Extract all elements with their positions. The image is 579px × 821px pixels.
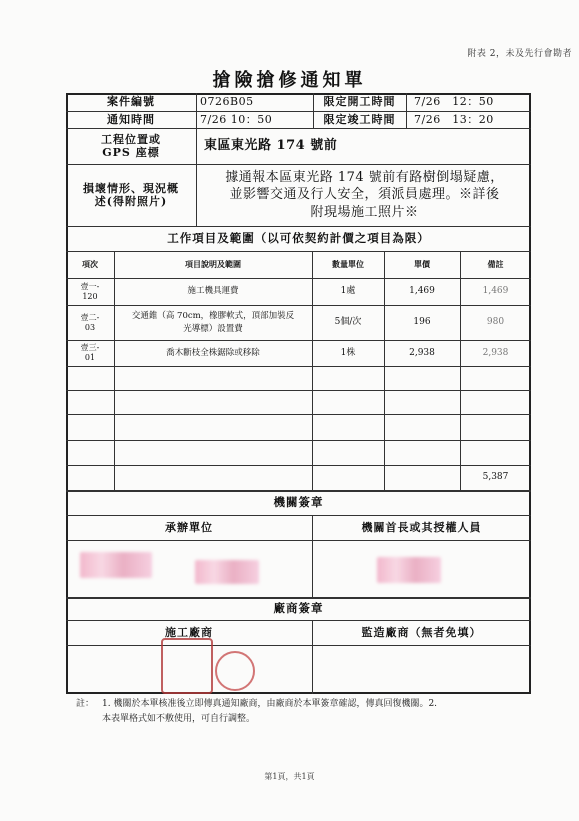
damage-label: 損壞情形、現況概 述(得附照片) bbox=[83, 181, 179, 208]
col-header-item-no: 項次 bbox=[82, 258, 98, 269]
rule bbox=[66, 540, 531, 541]
footnote-line-1: 1. 機關於本單核准後立即傳真通知廠商，由廠商於本單簽章確認，傳真回復機關。2. bbox=[102, 699, 438, 709]
document-title: 搶險搶修通知單 bbox=[212, 70, 367, 91]
location-value: 東區東光路 174 號前 bbox=[204, 138, 338, 154]
row2-description: 交通錐（高 70cm，橡膠軟式，頂部加裝反 光導標）設置費 bbox=[131, 310, 295, 334]
notice-time-value: 7/26 10：50 bbox=[200, 112, 273, 126]
case-no-value: 0726B05 bbox=[200, 95, 254, 109]
case-no-label: 案件編號 bbox=[107, 95, 155, 109]
row1-quantity: 1處 bbox=[340, 286, 356, 297]
total-amount: 5,387 bbox=[482, 472, 509, 483]
col-header-unit-price: 單價 bbox=[414, 258, 430, 269]
row1-item-no: 壹一- 120 bbox=[80, 281, 100, 301]
construction-vendor-label: 施工廠商 bbox=[165, 625, 213, 639]
location-label: 工程位置或 GPS 座標 bbox=[101, 132, 161, 159]
row2-quantity: 5個/次 bbox=[334, 317, 362, 328]
col-header-remarks: 備註 bbox=[487, 258, 504, 269]
start-time-label: 限定開工時間 bbox=[323, 95, 396, 109]
agency-sign-title: 機關簽章 bbox=[273, 494, 324, 509]
footnote-line-2: 本表單格式如不敷使用，可自行調整。 bbox=[102, 714, 256, 724]
col-header-quantity: 數量單位 bbox=[332, 258, 364, 269]
damage-description: 據通報本區東光路 174 號前有路樹倒塌疑慮， 並影響交通及行人安全，須派員處理。※詳後 附現場施工照片※ bbox=[225, 169, 504, 220]
row3-quantity: 1株 bbox=[340, 347, 356, 358]
agency-undertaking-unit-label: 承辦單位 bbox=[165, 520, 213, 534]
row3-description: 喬木斷枝全株鋸除或移除 bbox=[166, 347, 260, 358]
appendix-note: 附表 2，未及先行會勘者 bbox=[467, 49, 572, 59]
supervision-vendor-label: 監造廠商（無者免填） bbox=[361, 625, 482, 639]
notice-time-label: 通知時間 bbox=[107, 112, 155, 126]
agency-head-label: 機關首長或其授權人員 bbox=[361, 520, 482, 534]
rule bbox=[406, 93, 407, 128]
row2-remarks: 980 bbox=[486, 317, 505, 328]
rule bbox=[66, 440, 531, 441]
row3-unit-price: 2,938 bbox=[409, 347, 435, 358]
rule bbox=[66, 390, 531, 391]
col-header-description: 項目說明及範圍 bbox=[185, 258, 241, 269]
page-number: 第1頁，共1頁 bbox=[264, 772, 315, 781]
company-seal bbox=[161, 638, 213, 694]
row1-unit-price: 1,469 bbox=[409, 286, 435, 297]
rule bbox=[66, 414, 531, 415]
work-section-title: 工作項目及範圍（以可依契約計價之項目為限） bbox=[167, 230, 430, 245]
redacted-signature bbox=[195, 560, 259, 584]
finish-time-value: 7/26 13：20 bbox=[414, 112, 494, 126]
row2-unit-price: 196 bbox=[413, 317, 431, 328]
rule bbox=[196, 93, 197, 226]
rule bbox=[66, 645, 531, 646]
row1-description: 施工機具運費 bbox=[187, 286, 239, 297]
footnote bbox=[76, 697, 546, 727]
redacted-signature bbox=[377, 557, 441, 583]
redacted-signature bbox=[80, 552, 152, 578]
footnote-prefix: 註： bbox=[76, 699, 95, 709]
row2-item-no: 壹二- 03 bbox=[80, 312, 100, 332]
rule bbox=[66, 366, 531, 367]
row3-remarks: 2,938 bbox=[482, 347, 509, 358]
start-time-value: 7/26 12：50 bbox=[414, 95, 494, 109]
row1-remarks: 1,469 bbox=[482, 286, 509, 297]
vendor-sign-title: 廠商簽章 bbox=[273, 600, 324, 615]
finish-time-label: 限定竣工時間 bbox=[323, 112, 396, 126]
row3-item-no: 壹三- 01 bbox=[80, 343, 100, 362]
personal-seal bbox=[215, 651, 255, 691]
